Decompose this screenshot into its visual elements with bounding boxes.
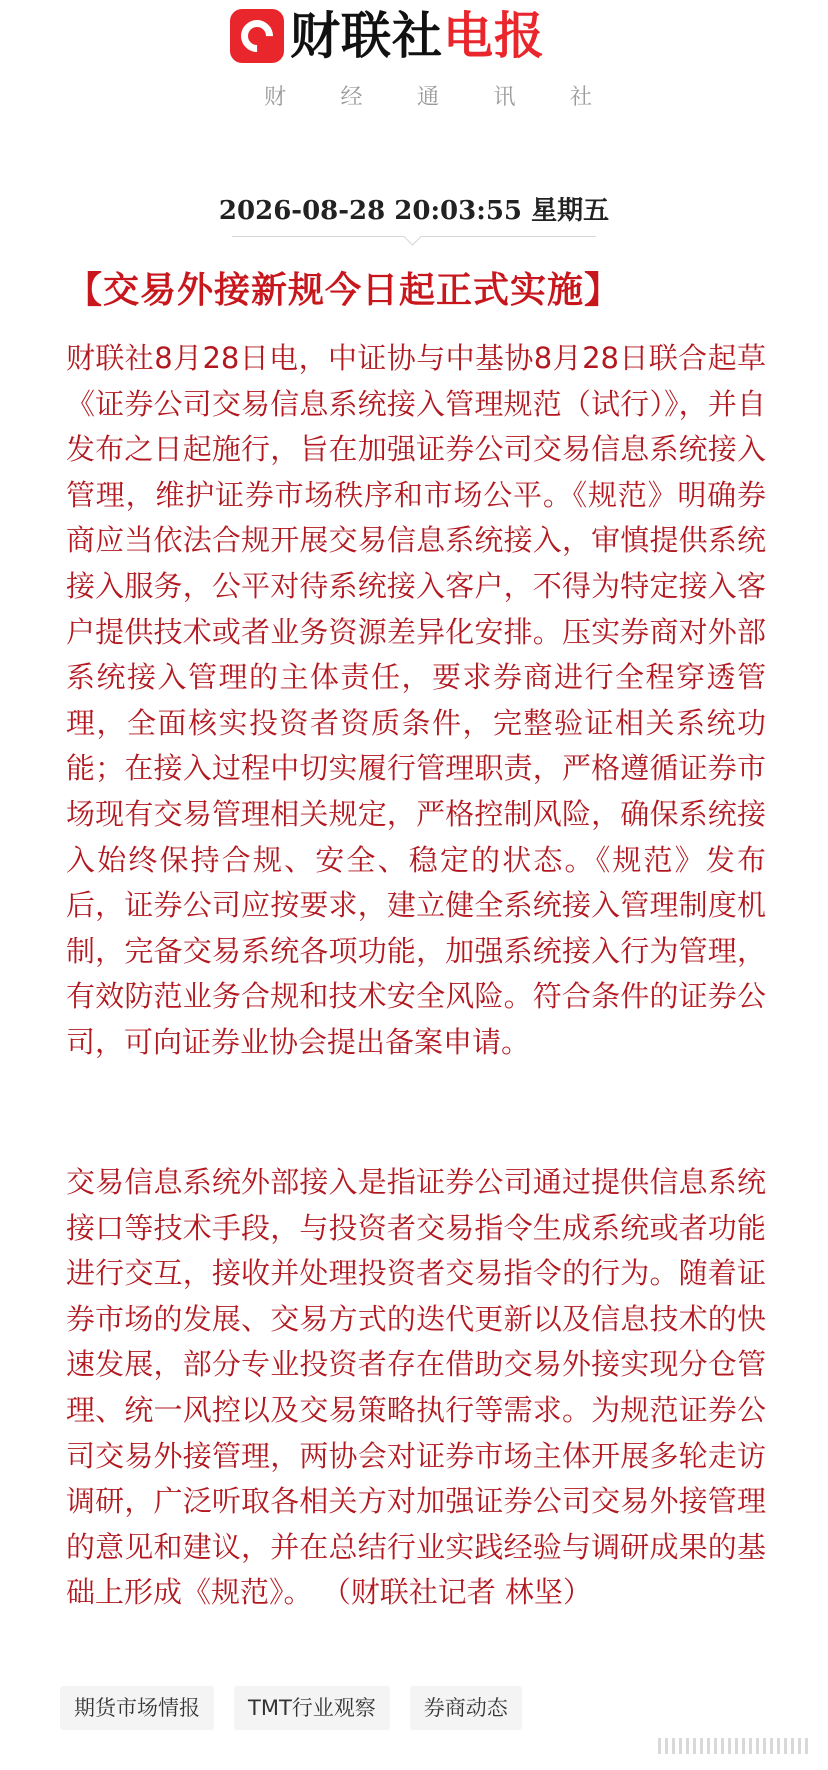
tag-futures-intel[interactable]: 期货市场情报: [60, 1686, 214, 1730]
tagline-char: 经: [340, 85, 365, 110]
divider-notch-icon: [403, 227, 421, 245]
brand-name-black: 财联社: [290, 7, 443, 65]
article-paragraph-1: 财联社8月28日电，中证协与中基协8月28日联合起草《证券公司交易信息系统接入管理规范（试行）》，并自发布之日起施行，旨在加强证券公司交易信息系统接入管理，维护证券市场秩序和市场公平。《规范》明确券商应当依法合规开展交易信息系统接入，审慎提供系统接入服务，公平对待系统接入客户，不得为特定接入客户提供技术或者业务资源差异化安排。压实券商对外部系统接入管理的主体责任，要求券商进行全程穿透管理，全面核实投资者资质条件，完整验证相关系统功能；在接入过程中切实履行管理职责，严格遵循证券市场现有交易管理相关规定，严格控制风险，确保系统接入始终保持合规、安全、稳定的状态。《规范》发布后，证券公司应按要求，建立健全系统接入管理制度机制，完备交易系统各项功能，加强系统接入行为管理，有效防范业务合规和技术安全风险。符合条件的证券公司，可向证券业协会提出备案申请。: [66, 341, 766, 1059]
watermark: [658, 1738, 808, 1754]
brand-name-red: 电报: [443, 7, 545, 65]
tag-list: [60, 1686, 522, 1730]
tagline-char: 财: [264, 85, 289, 110]
article-datetime: 2026-08-28 20:03:55 星期五: [218, 196, 610, 226]
tagline-char: 讯: [493, 85, 518, 110]
article-title: 【交易外接新规今日起正式实施】: [66, 269, 622, 311]
tag-tmt-observe[interactable]: TMT行业观察: [234, 1686, 390, 1730]
tagline-char: 通: [416, 85, 441, 110]
brand-name: [290, 6, 545, 66]
tag-broker-news[interactable]: 券商动态: [410, 1686, 522, 1730]
logo-c-icon: [230, 9, 284, 63]
header: [0, 0, 828, 118]
article-paragraph-2: 交易信息系统外部接入是指证券公司通过提供信息系统接口等技术手段，与投资者交易指令生成系统或者功能进行交互，接收并处理投资者交易指令的行为。随着证券市场的发展、交易方式的迭代更新以及信息技术的快速发展，部分专业投资者存在借助交易外接实现分仓管理、统一风控以及交易策略执行等需求。为规范证券公司交易外接管理，两协会对证券市场主体开展多轮走访调研，广泛听取各相关方对加强证券公司交易外接管理的意见和建议，并在总结行业实践经验与调研成果的基础上形成《规范》。 （财联社记者 林坚）: [66, 1165, 766, 1610]
tagline-char: 社: [569, 85, 594, 110]
brand-logo: [230, 6, 545, 66]
brand-tagline: [264, 80, 594, 111]
